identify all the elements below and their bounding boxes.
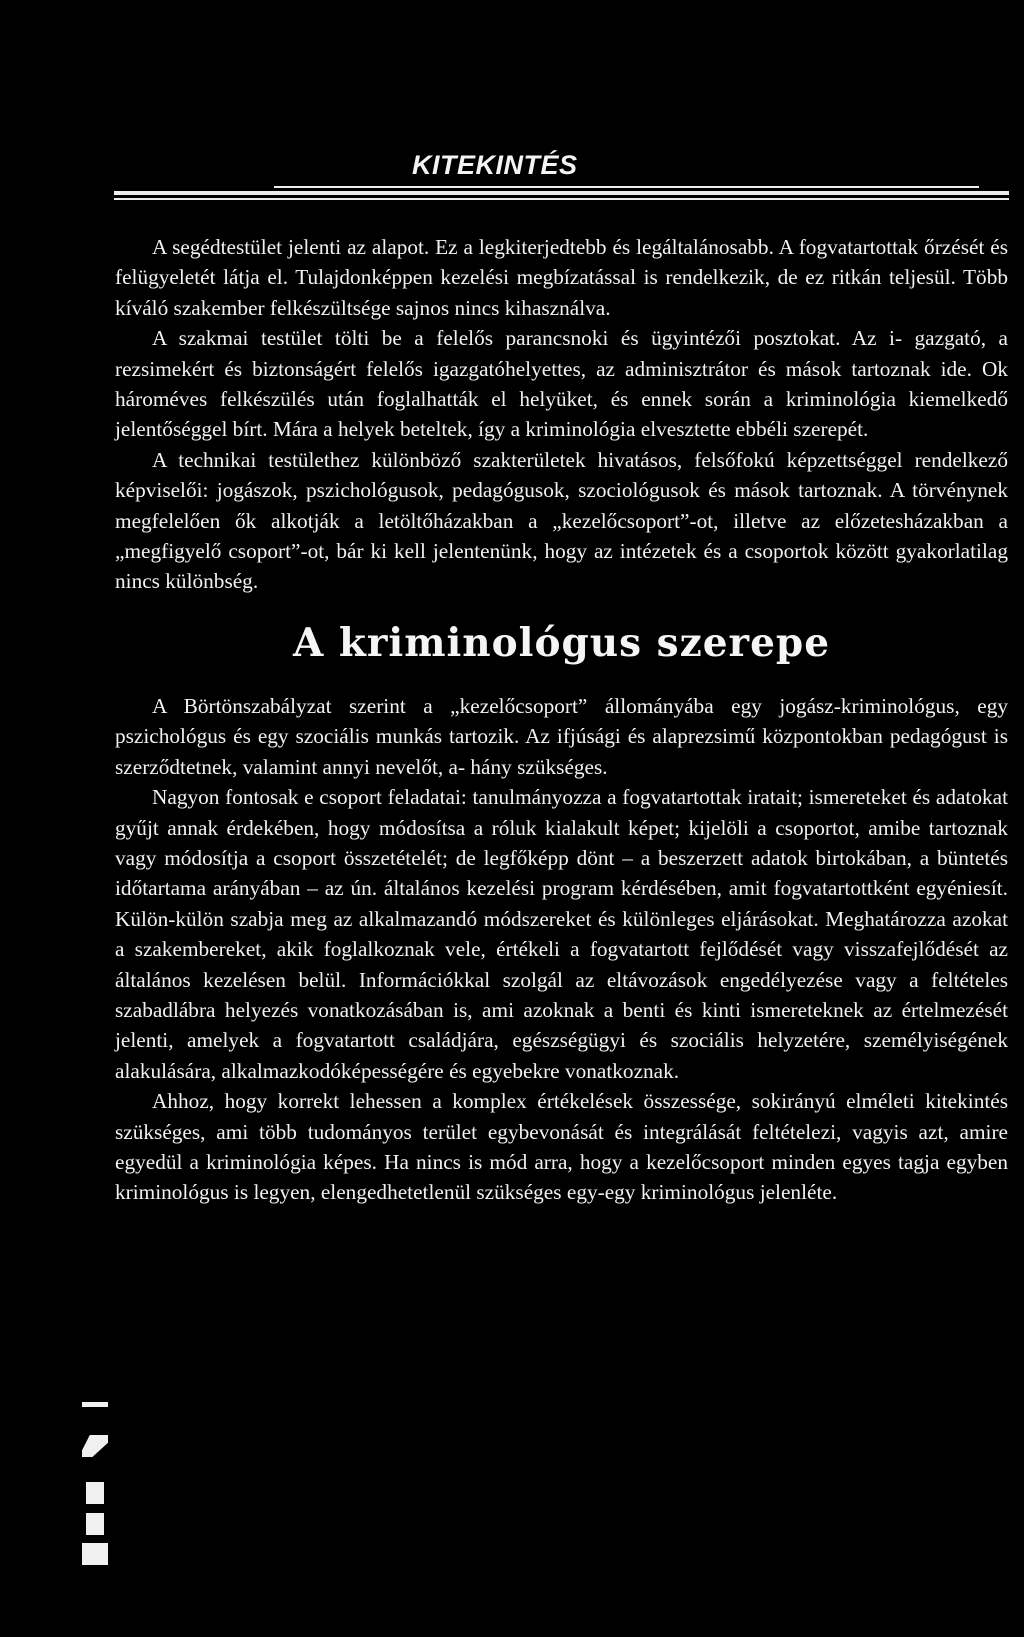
paragraph-kriminologus-jelenlete: Ahhoz, hogy korrekt lehessen a komplex értékelések összessége, sokirányú elméleti kitekintés szükséges, ami több tudományos terület egybevonását és integrálását feltételezi, vagyis azt, amire egyedül a kriminológia képes. Ha nincs is mód arra, hogy a kezelőcsoport minden egyes tagja egyben kriminológus is legyen, elengedhetetlenül szükséges egy-egy kriminológus jelenléte. [115,1089,1008,1205]
article-body [115,232,1008,1208]
paragraph-technikai-testulet: A technikai testülethez különböző szakterületek hivatásos, felsőfokú képzettséggel rendelkező képviselői: jogászok, pszichológusok, pedagógusok, szociológusok és mások tartoznak. A törvénynek megfelelően ők alkotják a letöltőházakban a „kezelőcsoport”-ot, illetve az előzetesházakban a „megfigyelő csoport”-ot, bár ki kell jelentenünk, hogy az intézetek és a csoportok között gyakorlatilag nincs különbség. [115,447,1008,594]
edge-mark-block [82,1543,108,1565]
edge-mark-bar [82,1402,108,1407]
paragraph-bortonszabalyzat: A Börtönszabályzat szerint a „kezelőcsoport” állományába egy jogász-kriminológus, egy pszichológus és egy szociális munkás tartozik. Az ifjúsági és alaprezsimű központokban pedagógust is szerződtetnek, valamint annyi nevelőt, a- hány szükséges. [115,693,1008,779]
header-rule-bottom [114,198,1009,200]
page-edge-marks-visible [82,1365,108,1555]
edge-mark-glyph [82,1435,108,1457]
running-header-title: KITEKINTÉS [412,150,578,180]
paragraph-szakmai-testulet: A szakmai testület tölti be a felelős parancsnoki és ügyintézői posztokat. Az i- gazgató, a rezsimekért és biztonságért felelős igazgatóhelyettes, az adminisztrátor és mások tartoznak ide. Ok hároméves felkészülés után foglalhatták el helyüket, és ennek során a kriminológia kiemelkedő jelentőséggel bírt. Mára a helyek beteltek, így a kriminológia elvesztette ebbéli szerepét. [115,326,1008,442]
header-rule-thick [114,191,1009,195]
edge-mark-block [86,1513,104,1535]
edge-mark-block [86,1482,104,1504]
page-header [114,150,1009,200]
paragraph-segedtestulet: A segédtestület jelenti az alapot. Ez a legkiterjedtebb és legáltalánosabb. A fogvatartottak őrzését és felügyeletét látja el. Tulajdonképpen kezelési megbízatással is rendelkezik, de ez ritkán teljesül. Több kíváló szakember felkészültsége sajnos nincs kihasználva. [115,235,1008,320]
paragraph-csoport-feladatai: Nagyon fontosak e csoport feladatai: tanulmányozza a fogvatartottak iratait; ismereteket és adatokat gyűjt annak érdekében, hogy módosítsa a róluk kialakult képet; kijelöli a csoportot, amibe tartoznak vagy módosítja a csoport összetételét; de legfőképp dönt – a beszerzett adatok birtokában, a büntetés időtartama arányában – az ún. általános kezelési program kérdésében, amit fogvatartottként egyéniesít. Külön-külön szabja meg az alkalmazandó módszereket és különleges eljárásokat. Meghatározza azokat a szakembereket, akik foglalkoznak vele, értékeli a fogvatartott fejlődését vagy visszafejlődését az általános kezelésen belül. Információkkal szolgál az eltávozások engedélyezése vagy a feltételes szabadlábra helyezés vonatkozásában is, ami azoknak a benti és kinti ismereteknek az értelmezését jelenti, amelyek a fogvatartott családjára, egészségügyi és szociális helyzetére, személyiségének alakulására, alkalmazkodóképességére és egyebekre vonatkoznak. [115,785,1008,1083]
header-rule-thin [274,186,979,188]
section-heading: A kriminológus szerepe [292,619,831,666]
